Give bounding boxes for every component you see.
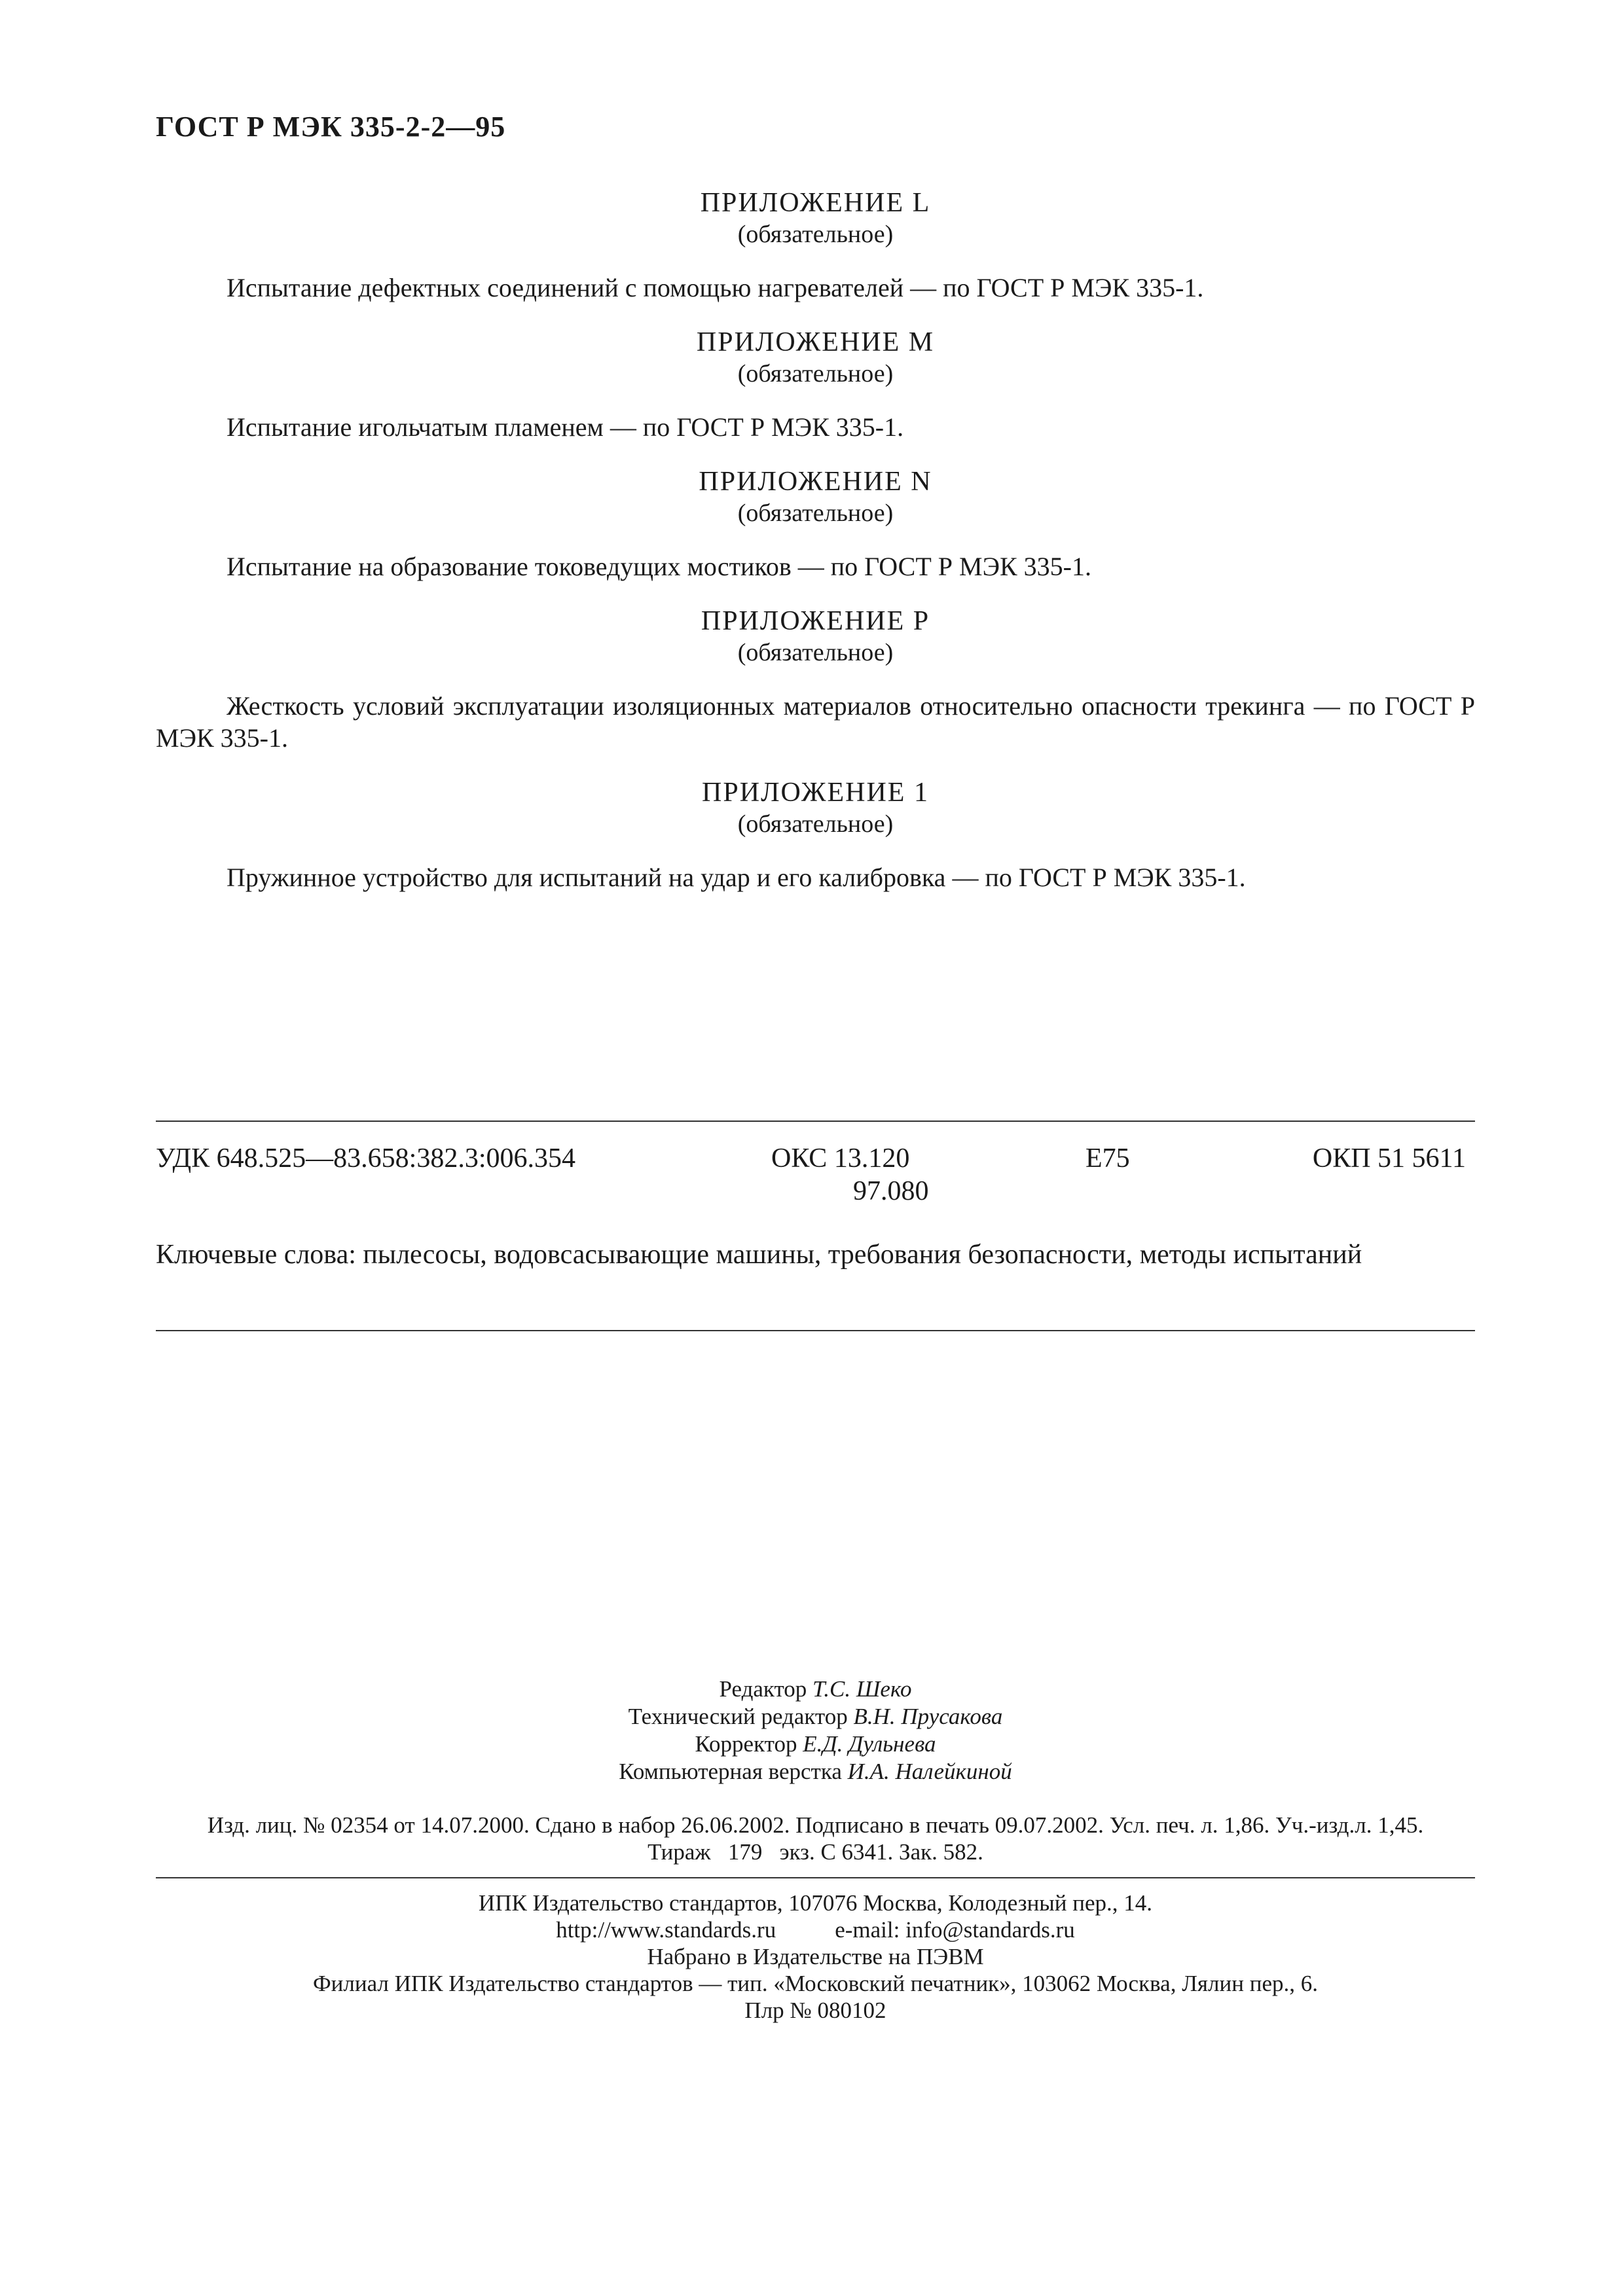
- credit-name: И.А. Налейкиной: [847, 1759, 1012, 1784]
- annex-text: Испытание на образование токоведущих мостиков — по ГОСТ Р МЭК 335-1.: [227, 552, 1091, 581]
- annex-status: (обязательное): [737, 360, 894, 387]
- divider-keywords: [156, 1330, 1475, 1331]
- credit-name: В.Н. Прусакова: [853, 1704, 1003, 1729]
- print-info-line2: Тираж 179 экз. С 6341. Зак. 582.: [647, 1839, 983, 1865]
- divider-top: [156, 1121, 1475, 1122]
- credit-name: Е.Д. Дульнева: [803, 1731, 936, 1757]
- annex-status: (обязательное): [737, 499, 894, 527]
- keywords: Ключевые слова: пылесосы, водовсасывающие машины, требования безопасности, методы испытаний: [156, 1240, 1362, 1270]
- udk-code: УДК 648.525—83.658:382.3:006.354: [156, 1143, 575, 1174]
- okp-code: ОКП 51 5611: [1312, 1143, 1466, 1174]
- credit-role: Компьютерная верстка: [619, 1759, 842, 1784]
- publisher-email: e-mail: info@standards.ru: [835, 1917, 1075, 1943]
- credit-corrector: [156, 1731, 1475, 1758]
- annex-title: ПРИЛОЖЕНИЕ P: [701, 606, 930, 636]
- annex-title: ПРИЛОЖЕНИЕ L: [700, 188, 931, 218]
- credit-role: Корректор: [695, 1731, 797, 1757]
- group-code: Е75: [1085, 1143, 1130, 1174]
- publisher-contacts: [156, 1916, 1475, 1943]
- oks-codes: [771, 1142, 929, 1208]
- annex-title: ПРИЛОЖЕНИЕ N: [699, 467, 932, 497]
- credit-layout: [156, 1758, 1475, 1785]
- credit-role: Редактор: [719, 1676, 807, 1702]
- document-code: ГОСТ Р МЭК 335-2-2—95: [156, 111, 506, 143]
- annex-text: Испытание игольчатым пламенем — по ГОСТ Р МЭК 335-1.: [227, 412, 904, 442]
- annex-status: (обязательное): [737, 810, 894, 838]
- credits: [156, 1676, 1475, 1785]
- annex-list: [156, 187, 1475, 916]
- publisher-website: http://www.standards.ru: [556, 1917, 776, 1943]
- annex-title: ПРИЛОЖЕНИЕ M: [696, 327, 935, 357]
- publisher-typeset: Набрано в Издательстве на ПЭВМ: [647, 1944, 984, 1969]
- annex-m: [156, 326, 1475, 443]
- credit-role: Технический редактор: [628, 1704, 848, 1729]
- annex-status: (обязательное): [737, 221, 894, 248]
- credit-name: Т.С. Шеко: [812, 1676, 912, 1702]
- oks-code-2: 97.080: [853, 1176, 929, 1206]
- publisher-info: [156, 1890, 1475, 2024]
- publisher-branch: Филиал ИПК Издательство стандартов — тип. «Московский печатник», 103062 Москва, Лялин пер., 6.: [313, 1971, 1318, 1996]
- annex-l: [156, 187, 1475, 304]
- publisher-plr: Плр № 080102: [744, 1998, 886, 2023]
- annex-p: [156, 605, 1475, 754]
- oks-code-1: ОКС 13.120: [771, 1143, 910, 1174]
- print-info: [156, 1812, 1475, 1865]
- print-info-line1: Изд. лиц. № 02354 от 14.07.2000. Сдано в набор 26.06.2002. Подписано в печать 09.07.2002. Усл. печ. л. 1,86. Уч.-изд.л. 1,45.: [207, 1812, 1424, 1838]
- classification-codes: [156, 1142, 1475, 1214]
- divider-publisher: [156, 1877, 1475, 1878]
- credit-editor: [156, 1676, 1475, 1703]
- annex-text: Жесткость условий эксплуатации изоляционных материалов относительно опасности трекинга — по ГОСТ Р МЭК 335-1.: [156, 691, 1475, 753]
- credit-tech-editor: [156, 1703, 1475, 1731]
- annex-n: [156, 465, 1475, 583]
- annex-text: Испытание дефектных соединений с помощью нагревателей — по ГОСТ Р МЭК 335-1.: [227, 273, 1204, 302]
- annex-text: Пружинное устройство для испытаний на удар и его калибровка — по ГОСТ Р МЭК 335-1.: [227, 863, 1246, 892]
- annex-title: ПРИЛОЖЕНИЕ 1: [702, 778, 929, 808]
- publisher-address: ИПК Издательство стандартов, 107076 Москва, Колодезный пер., 14.: [478, 1890, 1153, 1916]
- annex-status: (обязательное): [737, 639, 894, 666]
- annex-1: [156, 776, 1475, 893]
